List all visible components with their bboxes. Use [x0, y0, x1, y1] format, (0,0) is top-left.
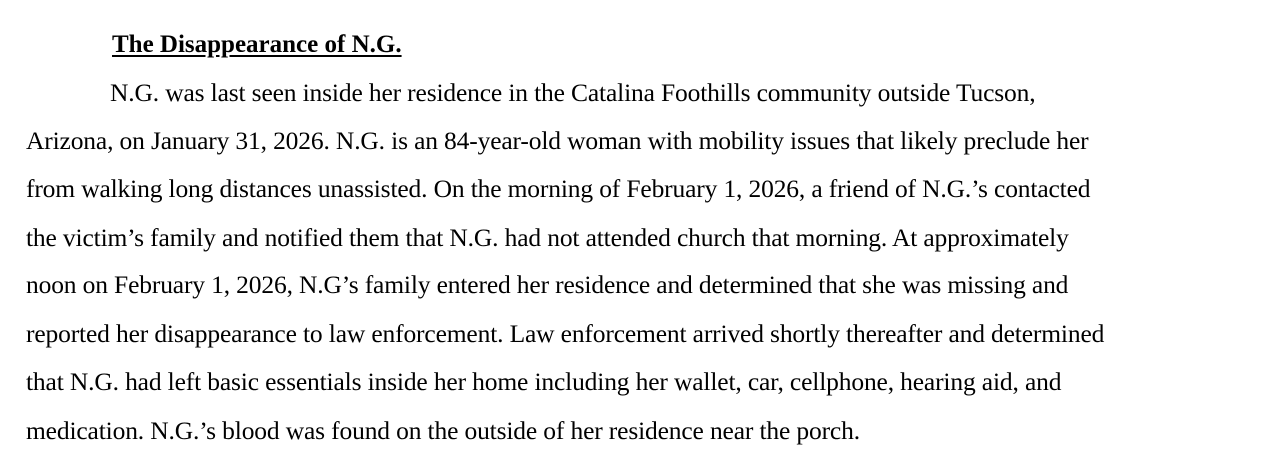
paragraph-line-5: noon on February 1, 2026, N.G’s family entered her residence and determined that she was missing and: [26, 270, 1069, 299]
section-heading: The Disappearance of N.G.: [112, 31, 402, 58]
paragraph-line-8: medication. N.G.’s blood was found on the outside of her residence near the porch.: [26, 416, 860, 445]
paragraph-line-4: the victim’s family and notified them that N.G. had not attended church that morning. At approximately: [26, 223, 1069, 252]
paragraph-line-6: reported her disappearance to law enforcement. Law enforcement arrived shortly thereafter and determined: [26, 319, 1105, 348]
paragraph-line-3: from walking long distances unassisted. On the morning of February 1, 2026, a friend of N.G.’s contacted: [26, 174, 1091, 203]
paragraph-line-7: that N.G. had left basic essentials inside her home including her wallet, car, cellphone, hearing aid, and: [26, 367, 1062, 396]
paragraph-line-1: N.G. was last seen inside her residence in the Catalina Foothills community outside Tucson,: [110, 78, 1036, 107]
paragraph-line-2: Arizona, on January 31, 2026. N.G. is an 84-year-old woman with mobility issues that likely preclude her: [26, 126, 1089, 155]
